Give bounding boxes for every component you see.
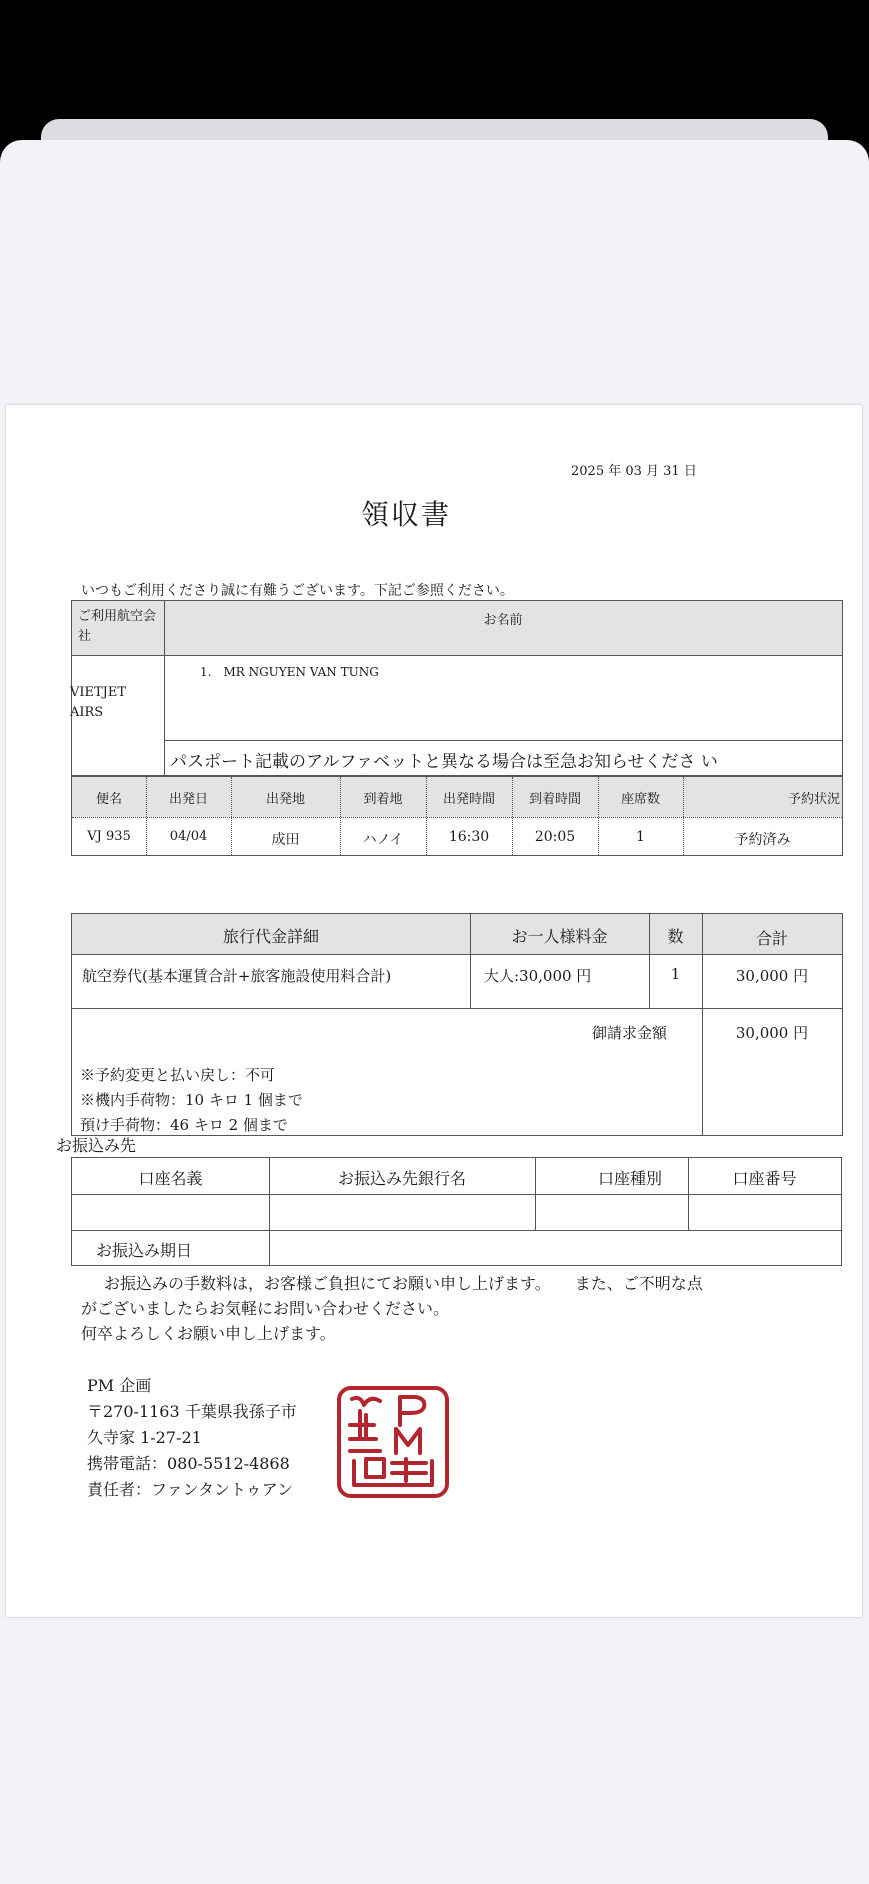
passport-notice: パスポート記載のアルファベットと異なる場合は至急お知らせくださ い <box>170 752 718 772</box>
fare-header-per-person: お一人様料金 <box>511 927 608 946</box>
name-header: お名前 <box>483 613 523 628</box>
company-manager: 責任者：ファンタントゥアン <box>87 1480 294 1499</box>
flight-value-destination: ハノイ <box>362 832 404 848</box>
flight-value-origin: 成田 <box>271 832 300 848</box>
receipt-title: 領収書 <box>360 498 451 531</box>
company-name: PM 企画 <box>87 1376 152 1395</box>
bank-table <box>71 1157 842 1266</box>
invoice-total-label: 御請求金額 <box>592 1024 668 1042</box>
airline-value: VIETJET AIRS <box>70 685 127 720</box>
bank-due-date-label: お振込み期日 <box>96 1241 193 1260</box>
bank-message-3: 何卒よろしくお願い申し上げます。 <box>81 1324 336 1343</box>
note-checked-baggage: 預け手荷物：46 キロ 2 個まで <box>80 1116 288 1134</box>
flight-header-origin: 出発地 <box>265 792 305 807</box>
flight-table-line <box>72 817 842 818</box>
fare-table-line <box>72 954 842 955</box>
fare-header-detail: 旅行代金詳細 <box>222 927 319 946</box>
fare-value-detail: 航空券代(基本運賃合計+旅客施設使用料合計) <box>82 967 392 985</box>
flight-header-seats: 座席数 <box>620 792 660 807</box>
flight-header-arrival-time: 到着時間 <box>528 792 581 807</box>
flight-value-flight-no: VJ 935 <box>87 829 131 844</box>
passenger-table-line <box>164 740 842 741</box>
note-carry-on: ※機内手荷物：10 キロ 1 個まで <box>80 1091 303 1109</box>
receipt-date: 2025 年 03 月 31 日 <box>571 464 697 479</box>
passenger-name: 1. MR NGUYEN VAN TUNG <box>200 665 379 679</box>
greeting-text: いつもご利用くださり誠に有難うございます。下記ご参照ください。 <box>81 583 514 599</box>
fare-table-line <box>72 1008 842 1009</box>
bank-table-line <box>72 1194 841 1195</box>
bank-header-account-type: 口座種別 <box>597 1169 662 1188</box>
flight-value-departure-time: 16:30 <box>448 829 490 845</box>
passenger-table-line <box>72 655 842 656</box>
fare-header-quantity: 数 <box>667 927 684 946</box>
bank-section-title: お振込み先 <box>56 1136 137 1155</box>
fare-value-quantity: 1 <box>670 965 681 983</box>
flight-value-status: 予約済み <box>734 832 791 848</box>
flight-header-status: 予約状況 <box>787 792 840 807</box>
flight-header-departure-time: 出発時間 <box>442 792 495 807</box>
flight-header-destination: 到着地 <box>363 792 403 807</box>
fare-table <box>71 913 843 1136</box>
flight-header-departure-date: 出発日 <box>168 792 208 807</box>
bank-header-bank-name: お振込み先銀行名 <box>337 1169 466 1188</box>
flight-table <box>71 776 843 856</box>
invoice-total-value: 30,000 円 <box>735 1024 809 1042</box>
company-address-1: 〒270-1163 千葉県我孫子市 <box>87 1402 297 1421</box>
flight-value-arrival-time: 20:05 <box>534 829 576 845</box>
company-phone: 携帯電話：080-5512-4868 <box>87 1454 290 1473</box>
flight-header-flight-no: 便名 <box>95 792 122 807</box>
bank-table-line <box>72 1230 841 1231</box>
passenger-table <box>71 600 843 776</box>
bank-message-2: がございましたらお気軽にお問い合わせください。 <box>81 1299 450 1318</box>
receipt-page <box>6 405 862 1617</box>
airline-header: ご利用航空会社 <box>78 609 157 644</box>
fare-value-per-person: 大人:30,000 円 <box>484 967 592 985</box>
company-seal-stamp <box>336 1385 450 1499</box>
flight-value-seats: 1 <box>636 829 645 845</box>
fare-value-total: 30,000 円 <box>735 967 809 985</box>
fare-header-total: 合計 <box>755 929 788 948</box>
bank-header-account-number: 口座番号 <box>732 1169 797 1188</box>
note-change-refund: ※予約変更と払い戻し：不可 <box>80 1066 276 1084</box>
bank-message-1: お振込みの手数料は，お客様ご負担にてお願い申し上げます。 また、ご不明な点 <box>104 1274 703 1293</box>
bank-header-account-holder: 口座名義 <box>138 1169 203 1188</box>
flight-value-departure-date: 04/04 <box>169 829 208 844</box>
company-address-2: 久寺家 1-27-21 <box>87 1428 202 1447</box>
